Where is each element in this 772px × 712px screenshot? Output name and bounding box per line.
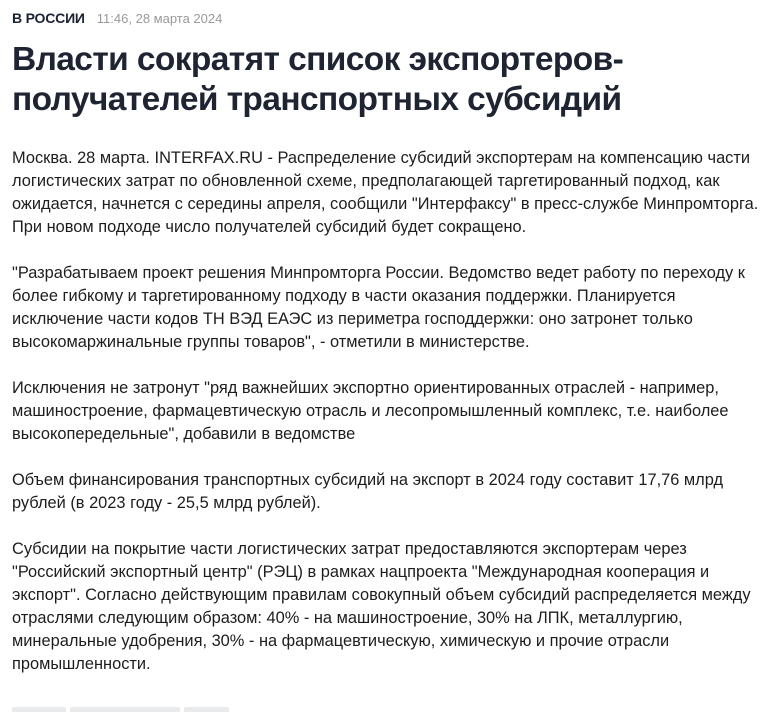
rubric-link[interactable]: В РОССИИ: [12, 10, 85, 26]
article-title: Власти сократят список экспортеров-получателей транспортных субсидий: [12, 41, 624, 118]
publish-timestamp: 11:46, 28 марта 2024: [96, 11, 223, 26]
article-body: [12, 147, 760, 676]
paragraph-4: Объем финансирования транспортных субсидий на экспорт в 2024 году составит 17,76 млрд рублей (в 2023 году - 25,5 млрд рублей).: [12, 471, 724, 512]
tag-chip[interactable]: [12, 707, 66, 712]
paragraph-5: Субсидии на покрытие части логистических затрат предоставляются экспортерам через "Российский экспортный центр" (РЭЦ) в рамках нацпроекта "Международная кооперация и экспорт". Согласно действующим правилам совокупный объем субсидий распределяется между отраслями следующим образом: 40% - на машиностроение, 30% на ЛПК, металлургию, минеральные удобрения, 30% - на фармацевтическую, химическую и прочие отрасли промышленности.: [12, 540, 751, 673]
paragraph-3: Исключения не затронут "ряд важнейших экспортно ориентированных отраслей - например, машиностроение, фармацевтическую отрасль и лесопромышленный комплекс, т.е. наиболее высокопередельные", добавили в ведомстве: [12, 379, 729, 443]
paragraph-1: Москва. 28 марта. INTERFAX.RU - Распределение субсидий экспортерам на компенсацию части логистических затрат по обновленной схеме, предполагающей таргетированный подход, как ожидается, начнется с середины апреля, сообщили "Интерфаксу" в пресс-службе Минпромторга. При новом подходе число получателей субсидий будет сокращено.: [12, 149, 759, 236]
tag-chip[interactable]: [70, 707, 180, 712]
article-meta: [12, 10, 760, 30]
tag-chip[interactable]: [184, 707, 229, 712]
paragraph-2: "Разрабатываем проект решения Минпромторга России. Ведомство ведет работу по переходу к более гибкому и таргетированному подходу в части оказания поддержки. Планируется исключение части кодов ТН ВЭД ЕАЭС из периметра господдержки: оно затронет только высокомаржинальные группы товаров", - отметили в министерстве.: [12, 264, 745, 351]
tag-list: [12, 707, 229, 712]
